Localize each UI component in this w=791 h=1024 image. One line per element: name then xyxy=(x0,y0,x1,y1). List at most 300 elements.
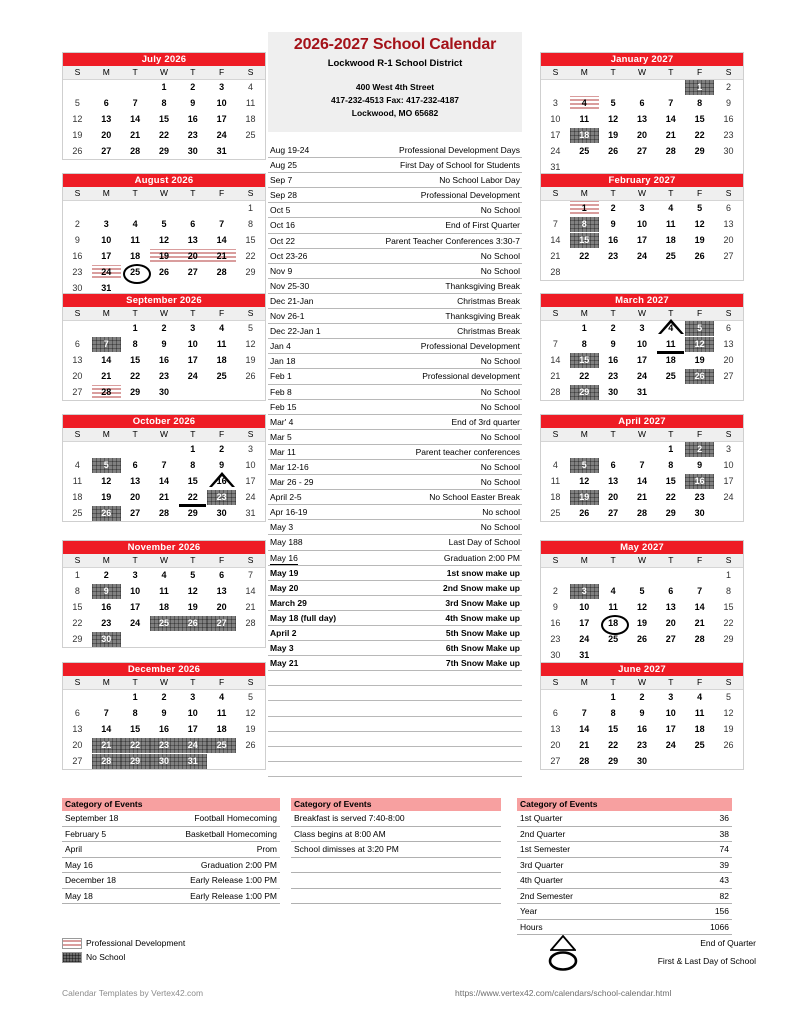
weekday-header: T xyxy=(178,187,207,200)
day-cell xyxy=(628,320,657,336)
empty-cell xyxy=(599,264,628,280)
week-row xyxy=(541,111,743,127)
day-number: 25 xyxy=(608,633,619,644)
day-cell xyxy=(150,753,179,769)
end-of-quarter-label: End of Quarter xyxy=(700,938,756,948)
day-cell xyxy=(63,352,92,368)
day-number: 26 xyxy=(636,633,647,644)
event-row xyxy=(268,671,522,686)
week-row xyxy=(63,127,265,143)
day-cell xyxy=(92,232,121,248)
day-number: 1 xyxy=(132,691,138,702)
day-number: 15 xyxy=(158,113,169,124)
day-number: 27 xyxy=(723,250,734,261)
weekday-header: M xyxy=(92,428,121,441)
day-cell xyxy=(121,505,150,521)
day-number: 15 xyxy=(187,475,198,486)
day-cell xyxy=(121,368,150,384)
day-cell xyxy=(599,457,628,473)
month-grid xyxy=(541,428,743,521)
day-cell xyxy=(178,79,207,95)
day-cell xyxy=(236,489,265,505)
day-cell xyxy=(236,583,265,599)
day-number: 20 xyxy=(72,370,83,381)
event-description xyxy=(518,701,520,715)
day-cell xyxy=(685,368,714,384)
day-number: 5 xyxy=(248,691,254,702)
week-row xyxy=(541,721,743,737)
day-cell xyxy=(656,583,685,599)
event-description: No School xyxy=(480,356,520,367)
day-number: 31 xyxy=(178,754,207,769)
weekday-header: T xyxy=(121,676,150,689)
event-date: Dec 21-Jan xyxy=(270,295,314,306)
day-number: 22 xyxy=(694,129,705,140)
day-cell xyxy=(150,689,179,705)
category-row-label: 2nd Quarter xyxy=(520,828,566,839)
day-cell xyxy=(570,95,599,111)
week-row xyxy=(541,753,743,769)
day-number: 25 xyxy=(245,129,256,140)
day-cell xyxy=(541,384,570,400)
event-description xyxy=(518,747,520,761)
day-cell xyxy=(63,705,92,721)
event-row xyxy=(268,354,522,369)
week-row xyxy=(63,567,265,583)
day-number: 30 xyxy=(150,754,179,769)
day-cell xyxy=(685,200,714,216)
empty-cell xyxy=(599,647,628,663)
category-panel-left xyxy=(62,798,280,904)
day-cell xyxy=(570,336,599,352)
event-date xyxy=(270,686,272,700)
event-row xyxy=(268,143,522,158)
day-cell xyxy=(656,368,685,384)
month-grid xyxy=(63,307,265,400)
day-number: 23 xyxy=(101,617,112,628)
event-date: May 19 xyxy=(270,567,299,578)
event-row xyxy=(268,415,522,430)
day-number: 8 xyxy=(161,97,167,108)
month-block xyxy=(62,414,266,522)
category-row xyxy=(291,889,501,905)
weekday-header: T xyxy=(656,187,685,200)
month-block xyxy=(540,52,744,176)
day-number: 26 xyxy=(92,506,121,521)
day-number: 16 xyxy=(636,723,647,734)
day-number: 26 xyxy=(245,370,256,381)
day-cell xyxy=(63,599,92,615)
day-cell xyxy=(714,631,743,647)
day-number: 6 xyxy=(610,459,616,470)
empty-cell xyxy=(541,79,570,95)
month-block xyxy=(540,540,744,664)
day-cell xyxy=(570,647,599,663)
day-number: 6 xyxy=(190,218,196,229)
day-number: 25 xyxy=(130,266,141,277)
day-cell xyxy=(628,631,657,647)
week-row xyxy=(63,200,265,216)
day-number: 13 xyxy=(187,234,198,245)
day-cell xyxy=(92,352,121,368)
event-description: Thanksgiving Break xyxy=(445,311,520,322)
event-date: Jan 4 xyxy=(270,341,291,352)
day-cell xyxy=(63,368,92,384)
day-cell xyxy=(599,216,628,232)
category-row-label: 1st Quarter xyxy=(520,813,563,823)
day-number: 6 xyxy=(668,585,674,596)
day-number: 29 xyxy=(130,386,141,397)
day-cell xyxy=(599,689,628,705)
weekday-header: S xyxy=(714,554,743,567)
day-cell xyxy=(178,615,207,631)
day-number: 7 xyxy=(248,569,254,580)
day-cell xyxy=(150,216,179,232)
day-cell xyxy=(150,583,179,599)
day-number: 16 xyxy=(158,354,169,365)
day-number: 23 xyxy=(694,491,705,502)
day-cell xyxy=(207,705,236,721)
event-date xyxy=(270,671,272,685)
event-description xyxy=(518,717,520,731)
day-number: 29 xyxy=(245,266,256,277)
day-number: 12 xyxy=(158,234,169,245)
day-number: 27 xyxy=(665,633,676,644)
weekday-header: S xyxy=(63,187,92,200)
weekday-header: S xyxy=(236,554,265,567)
event-description: No School Labor Day xyxy=(439,175,520,186)
day-cell xyxy=(628,368,657,384)
month-grid xyxy=(541,307,743,400)
event-description xyxy=(518,762,520,776)
day-cell xyxy=(236,505,265,521)
day-number: 18 xyxy=(550,491,561,502)
day-cell xyxy=(150,111,179,127)
day-number: 15 xyxy=(245,234,256,245)
category-panel-right xyxy=(517,798,732,935)
event-description: Thanksgiving Break xyxy=(445,280,520,291)
day-cell xyxy=(63,615,92,631)
day-cell xyxy=(63,111,92,127)
day-number: 18 xyxy=(130,250,141,261)
day-number: 13 xyxy=(723,338,734,349)
day-number: 15 xyxy=(665,475,676,486)
weekday-header: T xyxy=(178,307,207,320)
day-number: 14 xyxy=(694,601,705,612)
day-cell xyxy=(685,505,714,521)
day-cell xyxy=(63,216,92,232)
day-number: 16 xyxy=(187,113,198,124)
event-row xyxy=(268,520,522,535)
event-row xyxy=(268,324,522,339)
empty-cell xyxy=(570,441,599,457)
day-cell xyxy=(570,457,599,473)
day-number: 6 xyxy=(726,322,732,333)
day-cell xyxy=(628,352,657,368)
category-row-value xyxy=(496,827,498,842)
day-cell xyxy=(207,441,236,457)
day-number: 13 xyxy=(550,723,561,734)
day-cell xyxy=(541,95,570,111)
day-cell xyxy=(685,143,714,159)
day-number: 1 xyxy=(190,443,196,454)
day-number: 8 xyxy=(697,97,703,108)
weekday-header: S xyxy=(63,554,92,567)
day-cell xyxy=(150,352,179,368)
day-number: 1 xyxy=(581,322,587,333)
event-description: No School xyxy=(480,461,520,472)
empty-cell xyxy=(236,384,265,400)
month-title: October 2026 xyxy=(63,415,265,428)
day-number: 22 xyxy=(130,370,141,381)
day-number: 14 xyxy=(579,723,590,734)
day-number: 16 xyxy=(72,250,83,261)
day-number: 29 xyxy=(72,633,83,644)
day-cell xyxy=(150,264,179,280)
day-cell xyxy=(236,599,265,615)
day-number: 15 xyxy=(570,353,599,368)
event-description: No School xyxy=(480,250,520,261)
month-block xyxy=(540,662,744,770)
empty-cell xyxy=(541,567,570,583)
day-cell xyxy=(92,631,121,647)
empty-cell xyxy=(92,200,121,216)
weekday-header: S xyxy=(714,187,743,200)
week-row xyxy=(541,473,743,489)
weekday-header: T xyxy=(656,554,685,567)
day-cell xyxy=(570,505,599,521)
weekday-header: S xyxy=(63,676,92,689)
day-cell xyxy=(628,689,657,705)
day-cell xyxy=(541,631,570,647)
week-row xyxy=(541,441,743,457)
day-cell xyxy=(178,232,207,248)
day-cell xyxy=(207,127,236,143)
week-row xyxy=(541,216,743,232)
legend-row-first-last-day xyxy=(540,952,760,970)
week-row xyxy=(63,721,265,737)
day-number: 1 xyxy=(610,691,616,702)
day-cell xyxy=(656,631,685,647)
footer-url[interactable]: https://www.vertex42.com/calendars/school-calendar.html xyxy=(455,988,672,998)
day-cell xyxy=(63,95,92,111)
day-number: 16 xyxy=(608,354,619,365)
week-row xyxy=(541,705,743,721)
day-number: 7 xyxy=(552,338,558,349)
day-number: 9 xyxy=(92,584,121,599)
week-row xyxy=(63,737,265,753)
day-cell xyxy=(63,753,92,769)
week-row xyxy=(63,631,265,647)
month-grid xyxy=(541,676,743,769)
week-row xyxy=(541,336,743,352)
day-cell xyxy=(570,216,599,232)
no-school-label: No School xyxy=(86,952,126,962)
day-number: 20 xyxy=(178,249,207,264)
weekday-header: T xyxy=(656,307,685,320)
day-cell xyxy=(236,232,265,248)
day-cell xyxy=(599,127,628,143)
day-number: 1 xyxy=(74,569,80,580)
day-cell xyxy=(570,200,599,216)
day-cell xyxy=(178,368,207,384)
day-number: 8 xyxy=(248,218,254,229)
month-block xyxy=(62,293,266,401)
category-row-label xyxy=(294,858,296,873)
week-row xyxy=(541,352,743,368)
event-row xyxy=(268,762,522,777)
empty-cell xyxy=(628,264,657,280)
event-date: March 29 xyxy=(270,597,307,608)
day-number: 17 xyxy=(101,250,112,261)
day-cell xyxy=(178,599,207,615)
day-cell xyxy=(599,232,628,248)
day-cell xyxy=(714,473,743,489)
day-number: 5 xyxy=(697,202,703,213)
weekday-header: F xyxy=(207,307,236,320)
day-number: 19 xyxy=(694,234,705,245)
day-number: 11 xyxy=(72,475,83,486)
day-number: 29 xyxy=(158,145,169,156)
weekday-header: T xyxy=(656,428,685,441)
day-number: 1 xyxy=(161,81,167,92)
day-number: 15 xyxy=(608,723,619,734)
category-row xyxy=(62,842,280,858)
day-cell xyxy=(178,737,207,753)
day-number: 24 xyxy=(665,739,676,750)
day-number: 2 xyxy=(161,691,167,702)
month-grid xyxy=(63,428,265,521)
day-cell xyxy=(685,248,714,264)
weekday-header: S xyxy=(714,428,743,441)
empty-cell xyxy=(628,441,657,457)
event-row xyxy=(268,234,522,249)
day-cell xyxy=(92,457,121,473)
day-cell xyxy=(150,127,179,143)
weekday-header: T xyxy=(121,554,150,567)
day-number: 5 xyxy=(639,585,645,596)
day-number: 18 xyxy=(608,617,619,628)
category-right-heading: Category of Events xyxy=(517,798,732,811)
empty-cell xyxy=(207,631,236,647)
event-description xyxy=(518,686,520,700)
day-cell xyxy=(656,615,685,631)
day-number: 5 xyxy=(570,458,599,473)
day-number: 20 xyxy=(550,739,561,750)
day-cell xyxy=(121,320,150,336)
weekday-header: M xyxy=(92,676,121,689)
day-cell xyxy=(63,248,92,264)
day-number: 4 xyxy=(219,322,225,333)
day-number: 12 xyxy=(72,113,83,124)
day-number: 4 xyxy=(248,81,254,92)
day-cell xyxy=(236,79,265,95)
day-number: 3 xyxy=(219,81,225,92)
month-grid xyxy=(63,676,265,769)
category-row-value: 74 xyxy=(719,844,729,854)
day-number: 12 xyxy=(636,601,647,612)
day-cell xyxy=(570,599,599,615)
day-number: 17 xyxy=(723,475,734,486)
weekday-header: F xyxy=(685,554,714,567)
day-number: 20 xyxy=(101,129,112,140)
day-cell xyxy=(92,248,121,264)
event-date: April 2-5 xyxy=(270,492,302,503)
day-cell xyxy=(570,737,599,753)
empty-cell xyxy=(121,200,150,216)
day-number: 24 xyxy=(636,250,647,261)
day-cell xyxy=(628,95,657,111)
day-cell xyxy=(236,200,265,216)
day-number: 12 xyxy=(245,338,256,349)
day-cell xyxy=(121,615,150,631)
day-cell xyxy=(178,705,207,721)
day-number: 24 xyxy=(245,491,256,502)
day-cell xyxy=(236,705,265,721)
day-number: 11 xyxy=(550,475,561,486)
weekday-header: T xyxy=(599,554,628,567)
day-cell xyxy=(236,127,265,143)
week-row xyxy=(63,143,265,159)
weekday-header: M xyxy=(92,554,121,567)
day-cell xyxy=(628,457,657,473)
day-cell xyxy=(121,599,150,615)
day-cell xyxy=(150,737,179,753)
day-number: 6 xyxy=(726,202,732,213)
category-row xyxy=(517,827,732,843)
event-description: 4th Snow make up xyxy=(445,612,520,623)
month-title: April 2027 xyxy=(541,415,743,428)
day-cell xyxy=(541,336,570,352)
day-cell xyxy=(236,248,265,264)
event-date: May 3 xyxy=(270,522,294,533)
weekday-header: S xyxy=(236,676,265,689)
day-number: 28 xyxy=(636,507,647,518)
day-cell xyxy=(541,737,570,753)
day-number: 11 xyxy=(159,585,169,596)
event-date: Mar 12-16 xyxy=(270,461,309,472)
week-row xyxy=(63,689,265,705)
week-row xyxy=(63,583,265,599)
day-cell xyxy=(150,320,179,336)
day-cell xyxy=(714,457,743,473)
day-cell xyxy=(599,489,628,505)
day-cell xyxy=(150,232,179,248)
day-cell xyxy=(599,336,628,352)
day-cell xyxy=(541,232,570,248)
day-cell xyxy=(150,505,179,521)
day-number: 17 xyxy=(187,354,198,365)
day-cell xyxy=(207,143,236,159)
triangle-icon xyxy=(540,935,586,951)
day-cell xyxy=(63,232,92,248)
day-cell xyxy=(656,232,685,248)
day-cell xyxy=(121,753,150,769)
day-number: 13 xyxy=(608,475,619,486)
day-cell xyxy=(207,216,236,232)
day-number: 11 xyxy=(245,97,256,108)
empty-cell xyxy=(714,753,743,769)
day-number: 8 xyxy=(132,338,138,349)
day-number: 26 xyxy=(579,507,590,518)
day-cell xyxy=(121,216,150,232)
day-cell xyxy=(628,753,657,769)
day-cell xyxy=(236,689,265,705)
category-row-value: 82 xyxy=(719,890,729,901)
day-number: 1 xyxy=(668,443,674,454)
empty-cell xyxy=(236,143,265,159)
day-number: 3 xyxy=(639,322,645,333)
